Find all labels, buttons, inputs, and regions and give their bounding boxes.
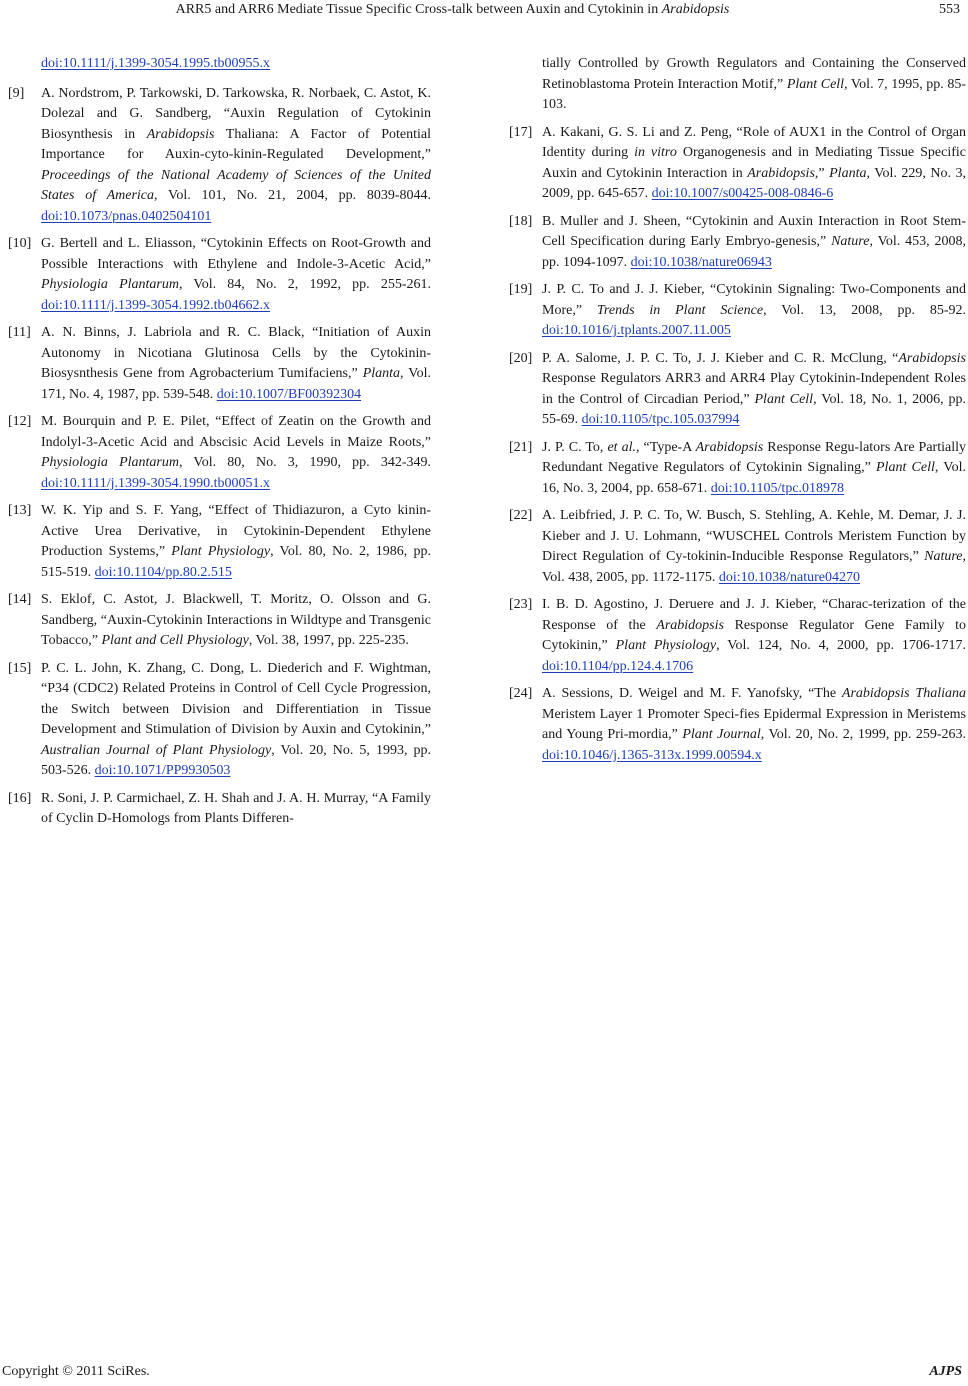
page-footer: [0, 1362, 968, 1386]
reference-text: J. P. C. To, et al., “Type-A Arabidopsis Response Regu-lators Are Partially Redundant Negative Regulators of Cytokinin Signaling,” Plant Cell, Vol. 16, No. 3, 2004, pp. 658-671.: [542, 439, 966, 496]
reference-21: [509, 438, 966, 500]
reference-text: A. Sessions, D. Weigel and M. F. Yanofsky, “The Arabidopsis Thaliana Meristem Layer 1 Promoter Speci-fies Epidermal Expression in Meristems and Young Pri-mordia,” Plant Journal, Vol. 20, No. 2, 1999, pp. 259-263.: [542, 686, 967, 742]
continued-reference: [8, 54, 431, 75]
reference-text: P. C. L. John, K. Zhang, C. Dong, L. Diederich and F. Wightman, “P34 (CDC2) Related Proteins in Control of Cell Cycle Progression, the Switch between Division and Differentiation in Tissue Development and Stimulation of Division by Auxin and Cytokinin,” Australian Journal of Plant Physiology, Vol. 20, No. 5, 1993, pp. 503-526.: [41, 660, 431, 778]
reference-number: [20]: [509, 350, 533, 366]
reference-text: B. Muller and J. Sheen, “Cytokinin and Auxin Interaction in Root Stem-Cell Specification during Early Embryo-genesis,” Nature, Vol. 453, 2008, pp. 1094-1097.: [542, 213, 966, 270]
doi-link[interactable]: doi:10.1111/j.1399-3054.1990.tb00051.x: [41, 475, 271, 491]
reference-number: [16]: [8, 790, 32, 806]
reference-11: [8, 323, 431, 405]
reference-13: [8, 501, 431, 583]
reference-number: [10]: [8, 236, 32, 251]
reference-number: [9]: [8, 85, 25, 101]
reference-number: [15]: [8, 660, 32, 676]
reference-text: G. Bertell and L. Eliasson, “Cytokinin Effects on Root-Growth and Possible Interactions with Ethylene and Indole-3-Acetic Acid,” Physiologia Plantarum, Vol. 84, No. 2, 1992, pp. 255-261.: [41, 236, 431, 292]
reference-text: A. Kakani, G. S. Li and Z. Peng, “Role of AUX1 in the Control of Organ Identity during in vitro Organogenesis and in Mediating Tissue Specific Auxin and Cytokinin Interaction in Arabidopsis,” Planta, Vol. 229, No. 3, 2009, pp. 645-657.: [542, 124, 966, 201]
reference-17: [509, 123, 966, 205]
doi-link[interactable]: doi:10.1073/pnas.0402504101: [41, 208, 212, 224]
reference-24: [509, 684, 966, 766]
journal-abbreviation: AJPS: [929, 1364, 962, 1379]
reference-15: [8, 659, 431, 782]
running-title: [0, 0, 905, 20]
reference-14: [8, 590, 431, 652]
reference-number: [12]: [8, 414, 32, 429]
doi-link[interactable]: doi:10.1016/j.tplants.2007.11.005: [542, 323, 731, 338]
reference-9: [8, 84, 431, 228]
doi-link[interactable]: doi:10.1104/pp.124.4.1706: [542, 658, 694, 674]
reference-18: [509, 212, 966, 274]
running-title-text: ARR5 and ARR6 Mediate Tissue Specific Cross-talk between Auxin and Cytokinin in: [175, 2, 662, 17]
references-left-column: [8, 54, 431, 837]
reference-number: [24]: [509, 686, 533, 701]
running-header: [0, 0, 968, 22]
reference-number: [13]: [8, 503, 32, 518]
reference-text: A. Nordstrom, P. Tarkowski, D. Tarkowska, R. Norbaek, C. Astot, K. Dolezal and G. Sandberg, “Auxin Regulation of Cytokinin Biosynthesis in Arabidopsis Thaliana: A Factor of Potential Importance for Auxin-cyto-kinin-Regulated Development,” Proceedings of the National Academy of Sciences of the United States of America, Vol. 101, No. 21, 2004, pp. 8039-8044.: [41, 85, 431, 203]
reference-text: M. Bourquin and P. E. Pilet, “Effect of Zeatin on the Growth and Indolyl-3-Acetic Acid and Abscisic Acid Levels in Maize Roots,” Physiologia Plantarum, Vol. 80, No. 3, 1990, pp. 342-349.: [41, 414, 431, 470]
reference-10: [8, 234, 431, 316]
reference-text: W. K. Yip and S. F. Yang, “Effect of Thidiazuron, a Cyto kinin-Active Urea Derivative, in Cytokinin-Dependent Ethylene Production Systems,” Plant Physiology, Vol. 80, No. 2, 1986, pp. 515-519.: [41, 503, 431, 580]
doi-link[interactable]: doi:10.1105/tpc.105.037994: [581, 412, 740, 427]
reference-text: A. N. Binns, J. Labriola and R. C. Black, “Initiation of Auxin Autonomy in Nicotiana Glutinosa Cells by the Cytokinin-Biosysnthesis Gene from Agrobacterium Tumifaciens,” Planta, Vol. 171, No. 4, 1987, pp. 539-548.: [41, 325, 431, 402]
doi-link[interactable]: doi:10.1111/j.1399-3054.1995.tb00955.x: [41, 56, 271, 71]
doi-link[interactable]: doi:10.1111/j.1399-3054.1992.tb04662.x: [41, 297, 271, 313]
reference-text: S. Eklof, C. Astot, J. Blackwell, T. Moritz, O. Olsson and G. Sandberg, “Auxin-Cytokinin Interactions in Wildtype and Transgenic Tobacco,” Plant and Cell Physiology, Vol. 38, 1997, pp. 225-235.: [41, 592, 431, 648]
reference-text: I. B. D. Agostino, J. Deruere and J. J. Kieber, “Charac-terization of the Response of the Arabidopsis Response Regulator Gene Family to Cytokinin,” Plant Physiology, Vol. 124, No. 4, 2000, pp. 1706-1717.: [542, 597, 967, 653]
reference-text: J. P. C. To and J. J. Kieber, “Cytokinin Signaling: Two-Components and More,” Trends in Plant Science, Vol. 13, 2008, pp. 85-92.: [542, 282, 966, 318]
references-right-column: [509, 54, 966, 773]
reference-number: [21]: [509, 439, 533, 455]
reference-16: [8, 789, 431, 830]
doi-link[interactable]: doi:10.1038/nature04270: [718, 569, 860, 585]
reference-22: [509, 506, 966, 588]
reference-number: [17]: [509, 124, 533, 140]
reference-12: [8, 412, 431, 494]
reference-number: [18]: [509, 213, 533, 229]
reference-20: [509, 349, 966, 431]
reference-number: [11]: [8, 325, 31, 340]
reference-23: [509, 595, 966, 677]
reference-number: [22]: [509, 508, 533, 523]
doi-link[interactable]: doi:10.1046/j.1365-313x.1999.00594.x: [542, 747, 762, 763]
doi-link[interactable]: doi:10.1071/PP9930503: [94, 763, 231, 778]
reference-number: [19]: [509, 282, 533, 297]
page-number: 553: [939, 2, 960, 17]
reference-number: [14]: [8, 592, 32, 607]
running-title-italic: Arabidopsis: [661, 2, 730, 17]
doi-link[interactable]: doi:10.1105/tpc.018978: [710, 480, 845, 496]
reference-text: P. A. Salome, J. P. C. To, J. J. Kieber and C. R. McClung, “Arabidopsis Response Regulators ARR3 and ARR4 Play Cytokinin-Independent Roles in the Control of Circadian Period,” Plant Cell, Vol. 18, No. 1, 2006, pp. 55-69.: [542, 350, 966, 427]
reference-text: tially Controlled by Growth Regulators and Containing the Conserved Retinoblastoma Protein Interaction Motif,” Plant Cell, Vol. 7, 1995, pp. 85-103.: [542, 56, 966, 112]
doi-link[interactable]: doi:10.1007/s00425-008-0846-6: [651, 186, 834, 201]
reference-text: A. Leibfried, J. P. C. To, W. Busch, S. Stehling, A. Kehle, M. Demar, J. J. Kieber and J. U. Lohmann, “WUSCHEL Controls Meristem Function by Direct Regulation of Cy-tokinin-Inducible Response Regulators,” Nature, Vol. 438, 2005, pp. 1172-1175.: [542, 508, 966, 585]
reference-number: [23]: [509, 597, 533, 612]
doi-link[interactable]: doi:10.1038/nature06943: [630, 254, 772, 270]
reference-text: R. Soni, J. P. Carmichael, Z. H. Shah and J. A. H. Murray, “A Family of Cyclin D-Homologs from Plants Differen-: [41, 790, 431, 826]
reference-16-continued: [509, 54, 966, 116]
copyright-notice: Copyright © 2011 SciRes.: [2, 1364, 150, 1379]
reference-19: [509, 280, 966, 342]
doi-link[interactable]: doi:10.1104/pp.80.2.515: [94, 564, 232, 580]
doi-link[interactable]: doi:10.1007/BF00392304: [216, 386, 362, 402]
